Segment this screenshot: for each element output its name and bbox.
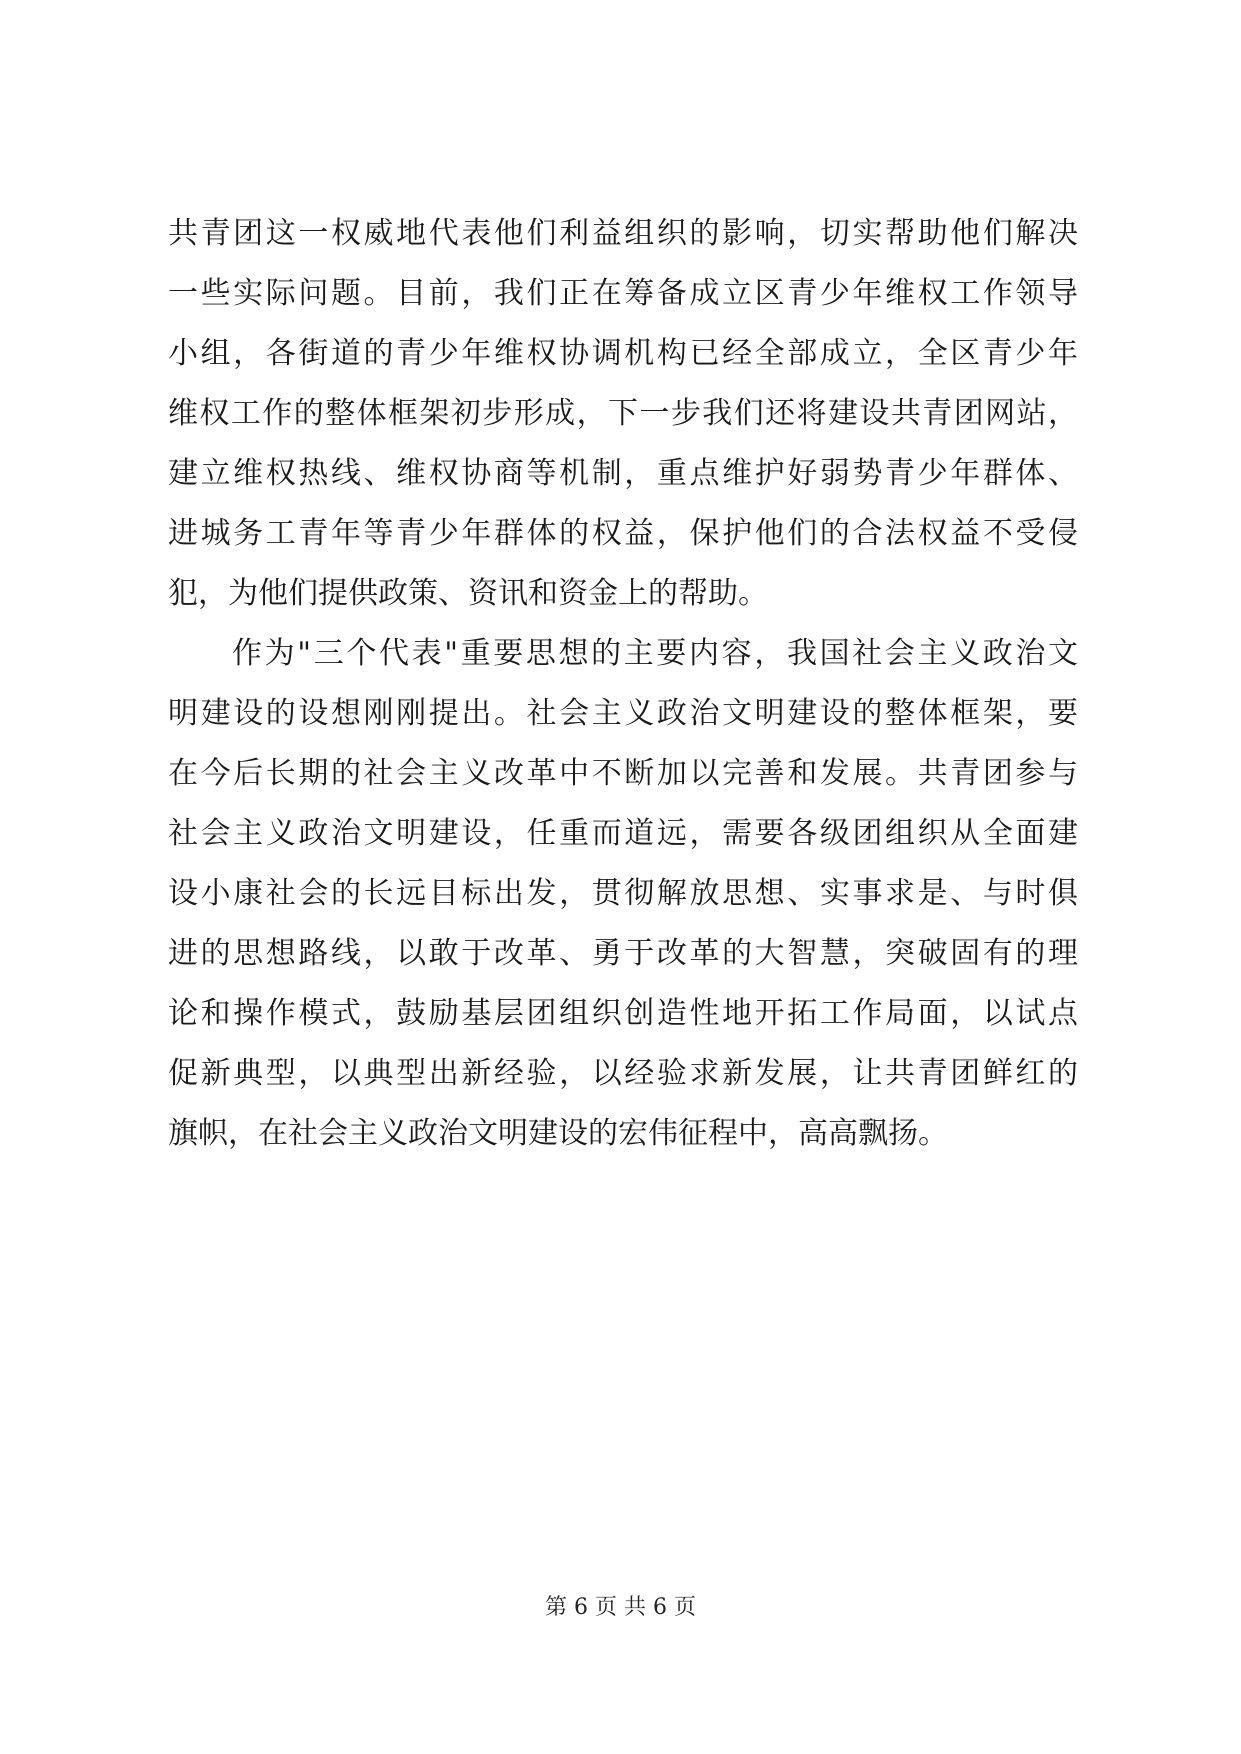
- text-line: 设小康社会的长远目标出发，贯彻解放思想、实事求是、与时俱: [168, 876, 1078, 911]
- text-line: 维权工作的整体框架初步形成，下一步我们还将建设共青团网站，: [168, 396, 1078, 431]
- text-line: 进的思想路线，以敢于改革、勇于改革的大智慧，突破固有的理: [168, 936, 1078, 971]
- document-body: [168, 204, 1078, 1164]
- text-line: 进城务工青年等青少年群体的权益，保护他们的合法权益不受侵: [168, 516, 1078, 551]
- text-line: 促新典型，以典型出新经验，以经验求新发展，让共青团鲜红的: [168, 1056, 1078, 1091]
- text-line: 共青团这一权威地代表他们利益组织的影响，切实帮助他们解决: [168, 216, 1078, 251]
- text-line: 小组，各街道的青少年维权协调机构已经全部成立，全区青少年: [168, 336, 1078, 371]
- text-line: 论和操作模式，鼓励基层团组织创造性地开拓工作局面，以试点: [168, 996, 1078, 1031]
- text-line: 在今后长期的社会主义改革中不断加以完善和发展。共青团参与: [168, 756, 1078, 791]
- text-line: 明建设的设想刚刚提出。社会主义政治文明建设的整体框架，要: [168, 696, 1078, 731]
- page-number-label: 第 6 页 共 6 页: [545, 1595, 696, 1620]
- text-line: 作为"三个代表"重要思想的主要内容，我国社会主义政治文: [232, 636, 1078, 671]
- text-line: 社会主义政治文明建设，任重而道远，需要各级团组织从全面建: [168, 816, 1078, 851]
- text-line: 旗帜，在社会主义政治文明建设的宏伟征程中，高高飘扬。: [168, 1116, 948, 1151]
- text-line: 犯，为他们提供政策、资讯和资金上的帮助。: [168, 576, 768, 611]
- page-footer: [0, 1590, 1241, 1621]
- paragraph-1: [168, 204, 1078, 624]
- text-line: 一些实际问题。目前，我们正在筹备成立区青少年维权工作领导: [168, 276, 1078, 311]
- paragraph-2: [168, 624, 1078, 1164]
- text-line: 建立维权热线、维权协商等机制，重点维护好弱势青少年群体、: [168, 456, 1078, 491]
